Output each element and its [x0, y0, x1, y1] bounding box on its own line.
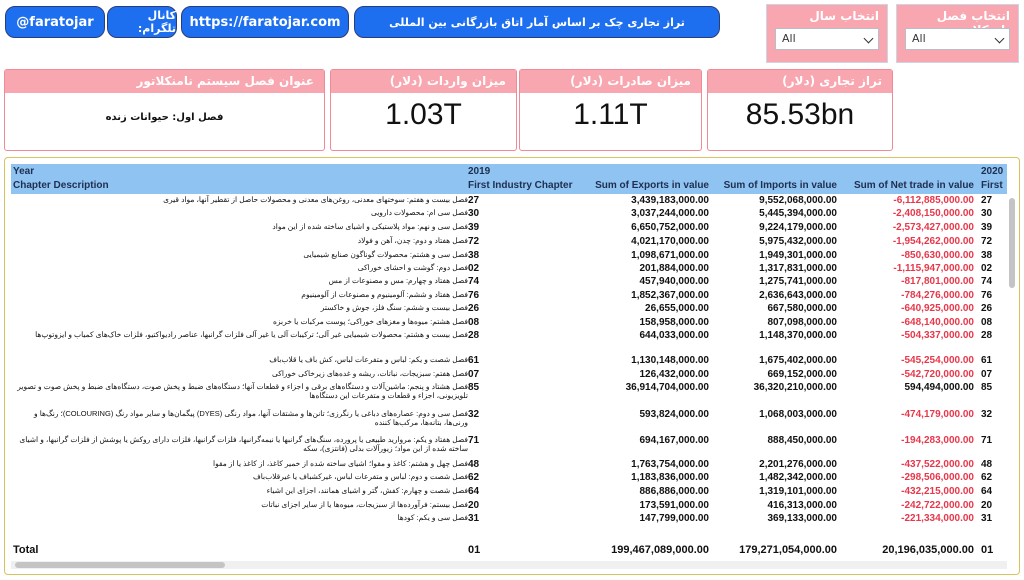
exports-card-value: 1.11T [573, 98, 648, 131]
row-description: فصل بیست و هفتم: سوختهای معدنی، روغن‌های معدنی و محصولات حاصل از تقطیر آنها، مواد قیری [163, 195, 468, 204]
chevron-down-icon [864, 34, 874, 44]
chapter-card-title: عنوان فصل سیستم نامنکلاتور [5, 70, 324, 93]
row-description: فصل هشتاد و پنجم: ماشین‌آلات و دستگاه‌های برقی و اجزاء و قطعات آنها؛ دستگاه‌های ضبط و پخش صوت، دستگاه‌های ضبط و پخش صوت و تصویر تلویزیونی، اجزاء و قطعات و متفرعات این دستگاه‌ها [17, 382, 468, 400]
row-chapter-code-2020: 20 [981, 500, 993, 511]
total-label: Total [13, 544, 39, 556]
chapter-title-card [4, 69, 325, 151]
row-chapter-code: 26 [468, 303, 480, 314]
chevron-down-icon [995, 34, 1005, 44]
row-imports: 1,317,831,000.00 [759, 263, 837, 274]
row-chapter-code: 08 [468, 317, 480, 328]
row-description: فصل بیست و هشتم: محصولات شیمیایی غیر آلی؛ ترکیبات آلی یا غیر آلی فلزات گرانبها، عناصر رادیواکتیو، فلزات خاک‌های کمیاب و ایزوتوپ‌ها [35, 330, 468, 339]
imports-card-value: 1.03T [385, 98, 462, 131]
row-net-trade: -504,337,000.00 [901, 330, 974, 341]
chapter-dropdown-value: All [912, 32, 926, 45]
imports-card [330, 69, 517, 151]
row-description: فصل هفتاد و چهارم: مس و مصنوعات از مس [328, 276, 468, 285]
horizontal-scrollbar[interactable] [11, 561, 1007, 569]
row-chapter-code-2020: 61 [981, 355, 993, 366]
row-net-trade: -850,630,000.00 [901, 250, 974, 261]
row-net-trade: -2,573,427,000.00 [892, 222, 974, 233]
row-net-trade: -545,254,000.00 [901, 355, 974, 366]
row-exports: 694,167,000.00 [639, 435, 709, 446]
row-chapter-code-2020: 31 [981, 513, 993, 524]
row-chapter-code-2020: 85 [981, 382, 993, 393]
col-header-code[interactable]: First Industry Chapter [468, 180, 573, 191]
row-chapter-code-2020: 26 [981, 303, 993, 314]
table-row[interactable] [11, 330, 1007, 354]
row-imports: 9,224,179,000.00 [759, 222, 837, 233]
row-description: فصل سی و هشتم: محصولات گوناگون صنایع شیمیایی [303, 250, 468, 259]
row-description: فصل بیستم: فرآورده‌ها از سبزیجات، میوه‌ها یا از سایر اجزای نباتات [261, 500, 468, 509]
row-description: فصل شصت و چهارم: کفش، گتر و اشیای همانند، اجزای این اشیاء [266, 486, 468, 495]
row-chapter-code: 27 [468, 195, 480, 206]
year-dropdown[interactable] [775, 28, 879, 50]
row-exports: 3,037,244,000.00 [631, 208, 709, 219]
row-exports: 26,655,000.00 [645, 303, 709, 314]
table-row[interactable] [11, 409, 1007, 433]
row-chapter-code: 61 [468, 355, 480, 366]
row-exports: 6,650,752,000.00 [631, 222, 709, 233]
row-net-trade: -474,179,000.00 [901, 409, 974, 420]
row-exports: 1,130,148,000.00 [631, 355, 709, 366]
imports-card-title: میزان واردات (دلار) [331, 70, 516, 93]
horizontal-scroll-thumb[interactable] [15, 562, 225, 568]
col-header-description[interactable]: Chapter Description [13, 180, 109, 191]
row-chapter-code: 31 [468, 513, 480, 524]
row-chapter-code: 30 [468, 208, 480, 219]
row-net-trade: 594,494,000.00 [904, 382, 974, 393]
row-description: فصل سی و نهم: مواد پلاستیکی و اشیای ساخته شده از این مواد [272, 222, 468, 231]
row-chapter-code: 32 [468, 409, 480, 420]
website-link-text: https://faratojar.com [189, 14, 341, 30]
trade-card-title: تراز تجاری (دلار) [708, 70, 892, 93]
row-exports: 1,852,367,000.00 [631, 290, 709, 301]
trade-matrix[interactable] [4, 157, 1020, 575]
row-exports: 886,886,000.00 [639, 486, 709, 497]
year-2019-header[interactable]: 2019 [468, 166, 491, 177]
row-net-trade: -817,801,000.00 [901, 276, 974, 287]
total-code2: 01 [981, 544, 994, 556]
row-chapter-code-2020: 27 [981, 195, 993, 206]
exports-card-title: میزان صادرات (دلار) [520, 70, 701, 93]
row-chapter-code-2020: 71 [981, 435, 993, 446]
row-description: فصل دوم: گوشت و احشای خوراکی [357, 263, 468, 272]
row-chapter-code: 20 [468, 500, 480, 511]
row-imports: 807,098,000.00 [767, 317, 837, 328]
row-chapter-code-2020: 76 [981, 290, 993, 301]
row-net-trade: -640,925,000.00 [901, 303, 974, 314]
row-net-trade: -432,215,000.00 [901, 486, 974, 497]
report-title [354, 6, 720, 38]
row-net-trade: -437,522,000.00 [901, 459, 974, 470]
row-chapter-code-2020: 28 [981, 330, 993, 341]
row-chapter-code-2020: 72 [981, 236, 993, 247]
telegram-channel-text: کانال تلگرام: [137, 9, 176, 35]
row-imports: 1,949,301,000.00 [759, 250, 837, 261]
col-header-imports[interactable]: Sum of Imports in value [723, 180, 837, 191]
row-exports: 1,183,836,000.00 [631, 472, 709, 483]
row-description: فصل هفتم: سبزیجات، نباتات، ریشه و غده‌های زیرخاکی خوراکی [272, 369, 468, 378]
row-chapter-code: 02 [468, 263, 480, 274]
col-header-net[interactable]: Sum of Net trade in value [853, 180, 974, 191]
vertical-scroll-thumb[interactable] [1009, 198, 1015, 288]
report-title-text: تراز تجاری چک بر اساس آمار اتاق بازرگانی بین المللی [389, 15, 685, 29]
row-imports: 2,201,276,000.00 [759, 459, 837, 470]
row-exports: 173,591,000.00 [639, 500, 709, 511]
row-description: فصل شصت و یکم: لباس و متفرعات لباس، کش باف یا قلاب‌باف [269, 355, 468, 364]
row-chapter-code: 64 [468, 486, 480, 497]
row-net-trade: -298,506,000.00 [901, 472, 974, 483]
chapter-slicer [896, 4, 1019, 63]
year-2020-header[interactable]: 2020 [981, 166, 1004, 177]
row-chapter-code-2020: 74 [981, 276, 993, 287]
year-dropdown-value: All [782, 32, 796, 45]
col-header-code2[interactable]: First [981, 180, 1003, 191]
row-chapter-code-2020: 64 [981, 486, 993, 497]
row-description: فصل هفتاد و یکم: مروارید طبیعی یا پرورده، سنگ‌های گرانبها یا نیمه‌گرانبها، فلزات گرانبها، فلزات دارای روکش یا پوشش از فلزات گرانبها، و اشیای ساخته شده از این مواد؛ زیورآلات بدلی (فانتزی)، سکه [19, 435, 468, 453]
row-chapter-code-2020: 48 [981, 459, 993, 470]
total-net: 20,196,035,000.00 [882, 544, 974, 556]
telegram-handle[interactable] [5, 6, 105, 38]
table-row[interactable] [11, 263, 1007, 276]
row-chapter-code: 62 [468, 472, 480, 483]
row-imports: 5,445,394,000.00 [759, 208, 837, 219]
table-row[interactable] [11, 435, 1007, 459]
row-description: فصل هفتاد و ششم: آلومینیوم و مصنوعات از آلومینیوم [301, 290, 468, 299]
table-row[interactable] [11, 317, 1007, 330]
table-row[interactable] [11, 222, 1007, 235]
row-chapter-code: 72 [468, 236, 480, 247]
table-row[interactable] [11, 500, 1007, 513]
row-exports: 3,439,183,000.00 [631, 195, 709, 206]
table-row[interactable] [11, 382, 1007, 408]
row-chapter-code-2020: 38 [981, 250, 993, 261]
year-label: Year [13, 166, 35, 177]
table-row[interactable] [11, 236, 1007, 249]
year-slicer [766, 4, 888, 63]
row-imports: 1,148,370,000.00 [759, 330, 837, 341]
total-imports: 179,271,054,000.00 [739, 544, 837, 556]
row-description: فصل هفتاد و دوم: چدن، آهن و فولاد [357, 236, 468, 245]
row-chapter-code: 48 [468, 459, 480, 470]
table-body [11, 195, 1007, 553]
row-imports: 1,068,003,000.00 [759, 409, 837, 420]
row-imports: 1,275,741,000.00 [759, 276, 837, 287]
chapter-dropdown[interactable] [905, 28, 1010, 50]
row-imports: 5,975,432,000.00 [759, 236, 837, 247]
row-chapter-code: 71 [468, 435, 480, 446]
row-description: فصل هشتم: میوه‌ها و مغزهای خوراکی؛ پوست مرکبات یا خربزه [272, 317, 468, 326]
row-description: فصل چهل و هشتم: کاغذ و مقوا؛ اشیای ساخته شده از خمیر کاغذ، از کاغذ یا از مقوا [213, 459, 468, 468]
row-net-trade: -1,954,262,000.00 [892, 236, 974, 247]
row-exports: 457,940,000.00 [639, 276, 709, 287]
table-row[interactable] [11, 195, 1007, 208]
row-imports: 9,552,068,000.00 [759, 195, 837, 206]
row-exports: 4,021,170,000.00 [631, 236, 709, 247]
row-description: فصل سی ام: محصولات دارویی [370, 208, 468, 217]
row-exports: 201,884,000.00 [639, 263, 709, 274]
row-chapter-code: 28 [468, 330, 480, 341]
table-row[interactable] [11, 290, 1007, 303]
row-imports: 888,450,000.00 [767, 435, 837, 446]
row-exports: 158,958,000.00 [639, 317, 709, 328]
total-exports: 199,467,089,000.00 [611, 544, 709, 556]
row-description: فصل شصت و دوم: لباس و متفرعات لباس، غیرکشباف یا غیرقلاب‌باف [253, 472, 468, 481]
row-net-trade: -2,408,150,000.00 [892, 208, 974, 219]
row-chapter-code-2020: 32 [981, 409, 993, 420]
row-imports: 1,675,402,000.00 [759, 355, 837, 366]
exports-card [519, 69, 702, 151]
row-exports: 593,824,000.00 [639, 409, 709, 420]
row-exports: 147,799,000.00 [639, 513, 709, 524]
row-net-trade: -194,283,000.00 [901, 435, 974, 446]
row-imports: 2,636,643,000.00 [759, 290, 837, 301]
row-chapter-code: 38 [468, 250, 480, 261]
row-net-trade: -784,276,000.00 [901, 290, 974, 301]
row-imports: 1,482,342,000.00 [759, 472, 837, 483]
table-row[interactable] [11, 369, 1007, 382]
trade-card-value: 85.53bn [745, 98, 855, 131]
row-chapter-code-2020: 62 [981, 472, 993, 483]
row-imports: 36,320,210,000.00 [753, 382, 837, 393]
table-row[interactable] [11, 459, 1007, 472]
table-row[interactable] [11, 486, 1007, 499]
row-chapter-code: 74 [468, 276, 480, 287]
row-exports: 36,914,704,000.00 [625, 382, 709, 393]
row-net-trade: -221,334,000.00 [901, 513, 974, 524]
row-net-trade: -1,115,947,000.00 [893, 263, 974, 274]
table-row[interactable] [11, 513, 1007, 526]
row-exports: 126,432,000.00 [639, 369, 709, 380]
row-net-trade: -242,722,000.00 [901, 500, 974, 511]
row-chapter-code-2020: 39 [981, 222, 993, 233]
row-chapter-code-2020: 08 [981, 317, 993, 328]
table-row[interactable] [11, 472, 1007, 485]
table-header [11, 164, 1007, 194]
col-header-exports[interactable]: Sum of Exports in value [595, 180, 709, 191]
row-chapter-code-2020: 07 [981, 369, 993, 380]
row-net-trade: -542,720,000.00 [901, 369, 974, 380]
table-row[interactable] [11, 276, 1007, 289]
row-imports: 369,133,000.00 [767, 513, 837, 524]
row-exports: 644,033,000.00 [639, 330, 709, 341]
row-exports: 1,098,671,000.00 [631, 250, 709, 261]
row-chapter-code-2020: 02 [981, 263, 993, 274]
row-imports: 669,152,000.00 [767, 369, 837, 380]
table-row[interactable] [11, 208, 1007, 221]
row-description: فصل سی و دوم: عصاره‌های دباغی یا رنگرزی؛ تانن‌ها و مشتقات آنها، مواد رنگی (DYES) پیگمان‌ها و سایر مواد رنگ (COLOURING)؛ رنگ‌ها و ورنی‌ها، بتانه‌ها، مرکب‌ها کننده [34, 409, 468, 427]
table-row[interactable] [11, 250, 1007, 263]
row-exports: 1,763,754,000.00 [631, 459, 709, 470]
row-chapter-code-2020: 30 [981, 208, 993, 219]
row-chapter-code: 85 [468, 382, 480, 393]
row-description: فصل سی و یکم: کودها [397, 513, 468, 522]
telegram-channel-label [107, 6, 177, 38]
row-chapter-code: 39 [468, 222, 480, 233]
telegram-handle-text: @faratojar [16, 14, 94, 30]
row-description: فصل بیست و ششم: سنگ فلز، جوش و خاکستر [320, 303, 468, 312]
chapter-card-value: فصل اول: حیوانات زنده [105, 112, 224, 123]
table-row[interactable] [11, 355, 1007, 368]
table-row[interactable] [11, 303, 1007, 316]
trade-balance-card [707, 69, 893, 151]
chapter-slicer-title: انتخاب فصل [936, 9, 1010, 23]
total-code: 01 [468, 544, 481, 556]
row-net-trade: -648,140,000.00 [901, 317, 974, 328]
row-chapter-code: 76 [468, 290, 480, 301]
total-row [11, 544, 1007, 558]
website-link[interactable] [181, 6, 349, 38]
row-imports: 416,313,000.00 [767, 500, 837, 511]
row-net-trade: -6,112,885,000.00 [893, 195, 974, 206]
row-imports: 1,319,101,000.00 [759, 486, 837, 497]
year-slicer-title: انتخاب سال [809, 9, 879, 23]
row-imports: 667,580,000.00 [767, 303, 837, 314]
row-chapter-code: 07 [468, 369, 480, 380]
